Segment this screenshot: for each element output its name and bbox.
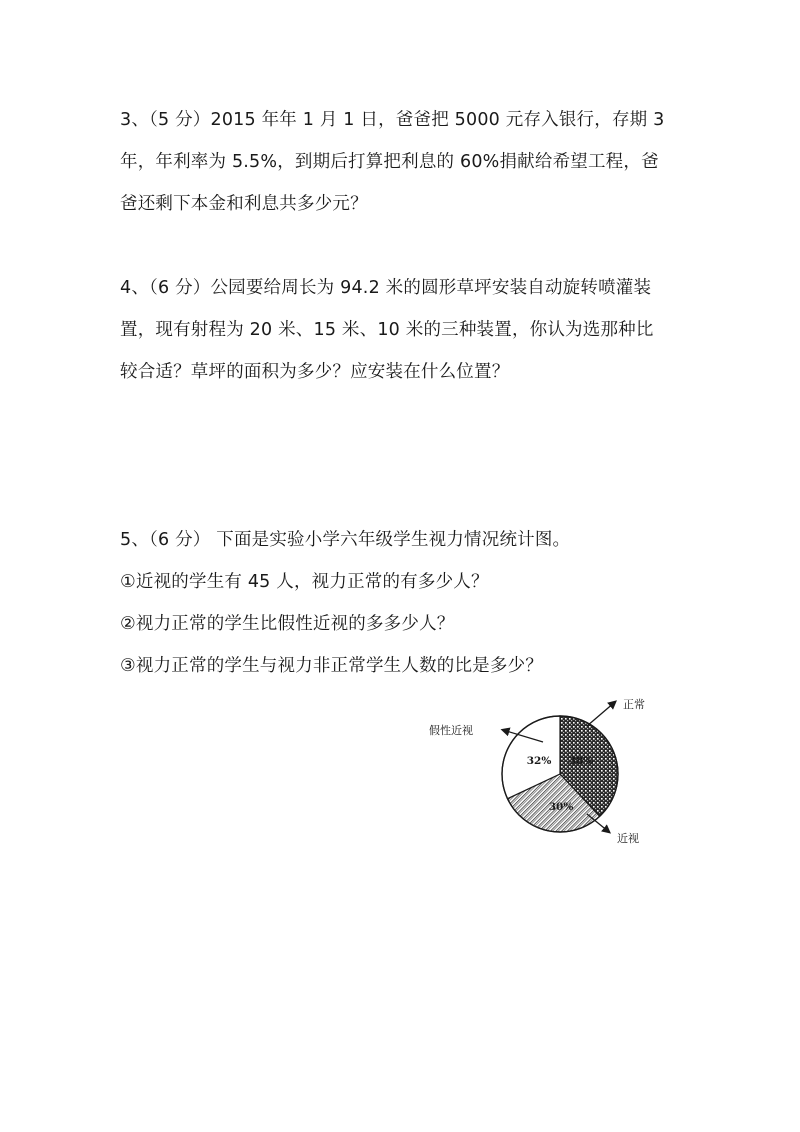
pie-slices xyxy=(502,716,618,832)
legend-normal-label: 正常 xyxy=(623,698,645,711)
q3-line-2: 年，年利率为 5.5%，到期后打算把利息的 60%捐献给希望工程，爸 xyxy=(120,152,659,172)
q5-line-2: ①近视的学生有 45 人，视力正常的有多少人？ xyxy=(120,572,489,592)
q5-line-4: ③视力正常的学生与视力非正常学生人数的比是多少？ xyxy=(120,656,543,676)
q4-line-1: 4、（6 分）公园要给周长为 94.2 米的圆形草坪安装自动旋转喷灌装 xyxy=(120,278,652,298)
slice-normal-percent: 38% xyxy=(568,755,594,767)
q4-line-2: 置，现有射程为 20 米、15 米、10 米的三种装置，你认为选那种比 xyxy=(120,320,654,340)
legend-pseudo-myopia-label: 假性近视 xyxy=(429,724,473,737)
q3-line-1: 3、（5 分）2015 年年 1 月 1 日，爸爸把 5000 元存入银行，存期 3 xyxy=(120,110,665,130)
slice-pseudo-myopia-percent: 32% xyxy=(526,755,552,767)
arrow-normal xyxy=(587,702,615,726)
q5-line-3: ②视力正常的学生比假性近视的多多少人？ xyxy=(120,614,455,634)
q4-line-3: 较合适？草坪的面积为多少？应安装在什么位置？ xyxy=(120,362,510,382)
q3-line-3: 爸还剩下本金和利息共多少元？ xyxy=(120,194,368,214)
slice-myopia-percent: 30% xyxy=(548,801,574,813)
legend-myopia-label: 近视 xyxy=(617,832,639,845)
q5-line-1: 5、（6 分） 下面是实验小学六年级学生视力情况统计图。 xyxy=(120,530,571,550)
vision-pie-chart xyxy=(425,690,665,850)
